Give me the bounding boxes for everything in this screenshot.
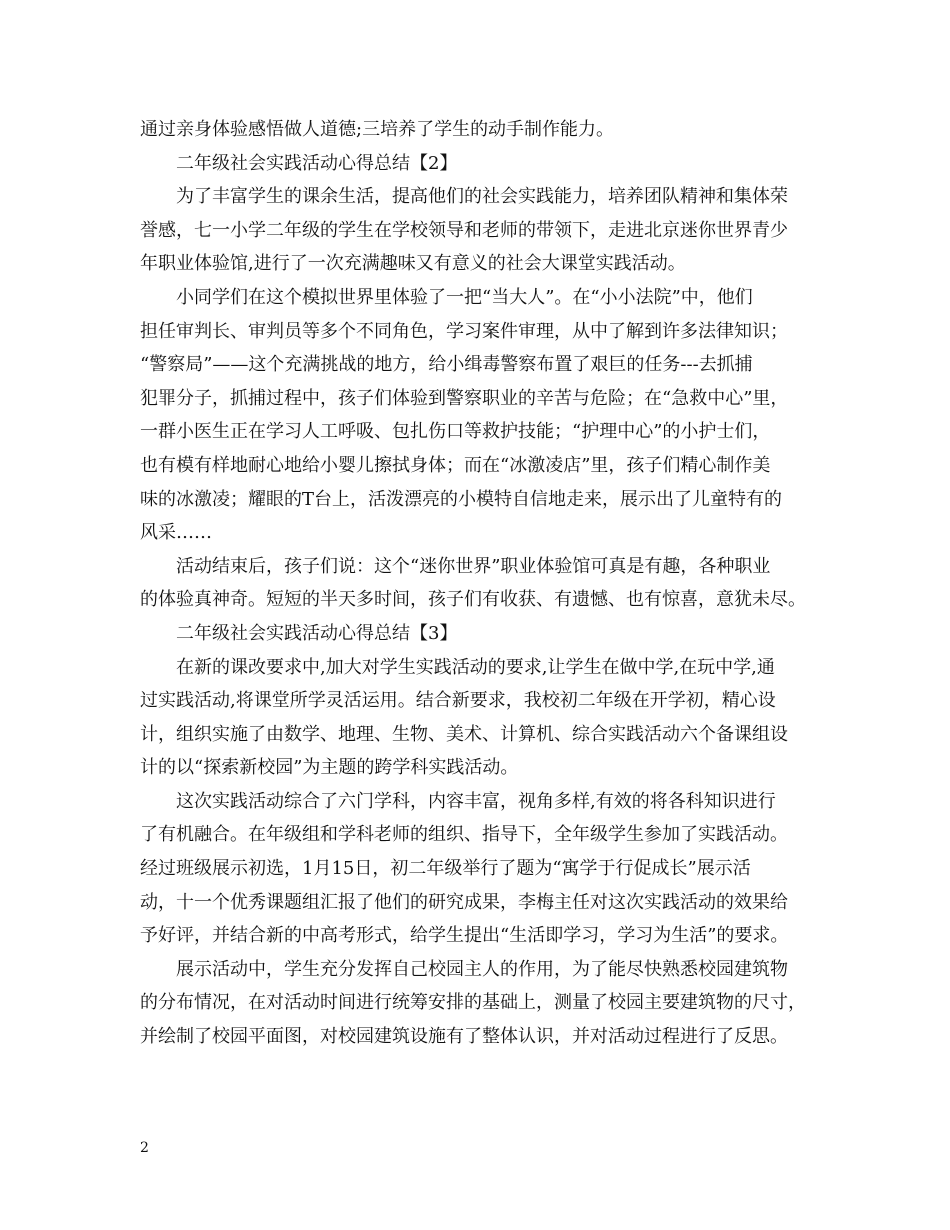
- text-line: 计的以“探索新校园”为主题的跨学科实践活动。: [140, 757, 519, 779]
- text-line: 并绘制了校园平面图，对校园建筑设施有了整体认识，并对活动过程进行了反思。: [140, 1026, 788, 1048]
- text-line: 担任审判长、审判员等多个不同角色，学习案件审理，从中了解到许多法律知识；: [140, 320, 788, 342]
- text-line: 为了丰富学生的课余生活，提高他们的社会实践能力，培养团队精神和集体荣: [176, 186, 788, 208]
- text-line: 经过班级展示初选，1月15日，初二年级举行了题为“寓学于行促成长”展示活: [140, 858, 751, 880]
- text-line: 犯罪分子，抓捕过程中，孩子们体验到警察职业的辛苦与危险；在“急救中心”里，: [140, 387, 789, 409]
- text-line: 过实践活动,将课堂所学灵活运用。结合新要求，我校初二年级在开学初，精心设: [140, 690, 776, 712]
- text-line: 的分布情况，在对活动时间进行统筹安排的基础上，测量了校园主要建筑物的尺寸，: [140, 992, 806, 1014]
- text-line: 了有机融合。在年级组和学科老师的组织、指导下，全年级学生参加了实践活动。: [140, 824, 788, 846]
- text-line: 小同学们在这个模拟世界里体验了一把“当大人”。在“小小法院”中，他们: [176, 286, 753, 308]
- text-line: 风采……: [140, 522, 212, 544]
- text-line: 年职业体验馆,进行了一次充满趣味又有意义的社会大课堂实践活动。: [140, 253, 686, 275]
- document-body: [140, 113, 820, 1054]
- text-line: 动，十一个优秀课题组汇报了他们的研究成果，李梅主任对这次实践活动的效果给: [140, 891, 788, 913]
- text-line: 也有模有样地耐心地给小婴儿擦拭身体；而在“冰激凌店”里，孩子们精心制作美: [140, 454, 771, 476]
- text-line: 二年级社会实践活动心得总结【2】: [176, 152, 458, 174]
- text-line: 二年级社会实践活动心得总结【3】: [176, 622, 458, 644]
- text-line: 予好评，并结合新的中高考形式，给学生提出“生活即学习，学习为生活”的要求。: [140, 925, 789, 947]
- text-line: 的体验真神奇。短短的半天多时间，孩子们有收获、有遗憾、也有惊喜，意犹未尽。: [140, 589, 806, 611]
- page-number: 2: [140, 1140, 149, 1156]
- text-line: 通过亲身体验感悟做人道德;三培养了学生的动手制作能力。: [140, 119, 615, 140]
- text-line: 活动结束后，孩子们说：这个“迷你世界”职业体验馆可真是有趣，各种职业: [176, 555, 771, 577]
- text-line: 味的冰激凌；耀眼的T台上，活泼漂亮的小模特自信地走来，展示出了儿童特有的: [140, 488, 783, 510]
- text-line: 计，组织实施了由数学、地理、生物、美术、计算机、综合实践活动六个备课组设: [140, 723, 788, 745]
- text-line: 誉感，七一小学二年级的学生在学校领导和老师的带领下，走进北京迷你世界青少: [140, 219, 788, 241]
- text-line: 这次实践活动综合了六门学科，内容丰富，视角多样,有效的将各科知识进行: [176, 790, 776, 812]
- text-line: “警察局”——这个充满挑战的地方，给小缉毒警察布置了艰巨的任务---去抓捕: [140, 354, 753, 376]
- text-line: 在新的课改要求中,加大对学生实践活动的要求,让学生在做中学,在玩中学,通: [176, 656, 775, 678]
- text-line: 一群小医生正在学习人工呼吸、包扎伤口等救护技能；“护理中心”的小护士们，: [140, 421, 771, 443]
- text-line: 展示活动中，学生充分发挥自己校园主人的作用，为了能尽快熟悉校园建筑物: [176, 958, 788, 980]
